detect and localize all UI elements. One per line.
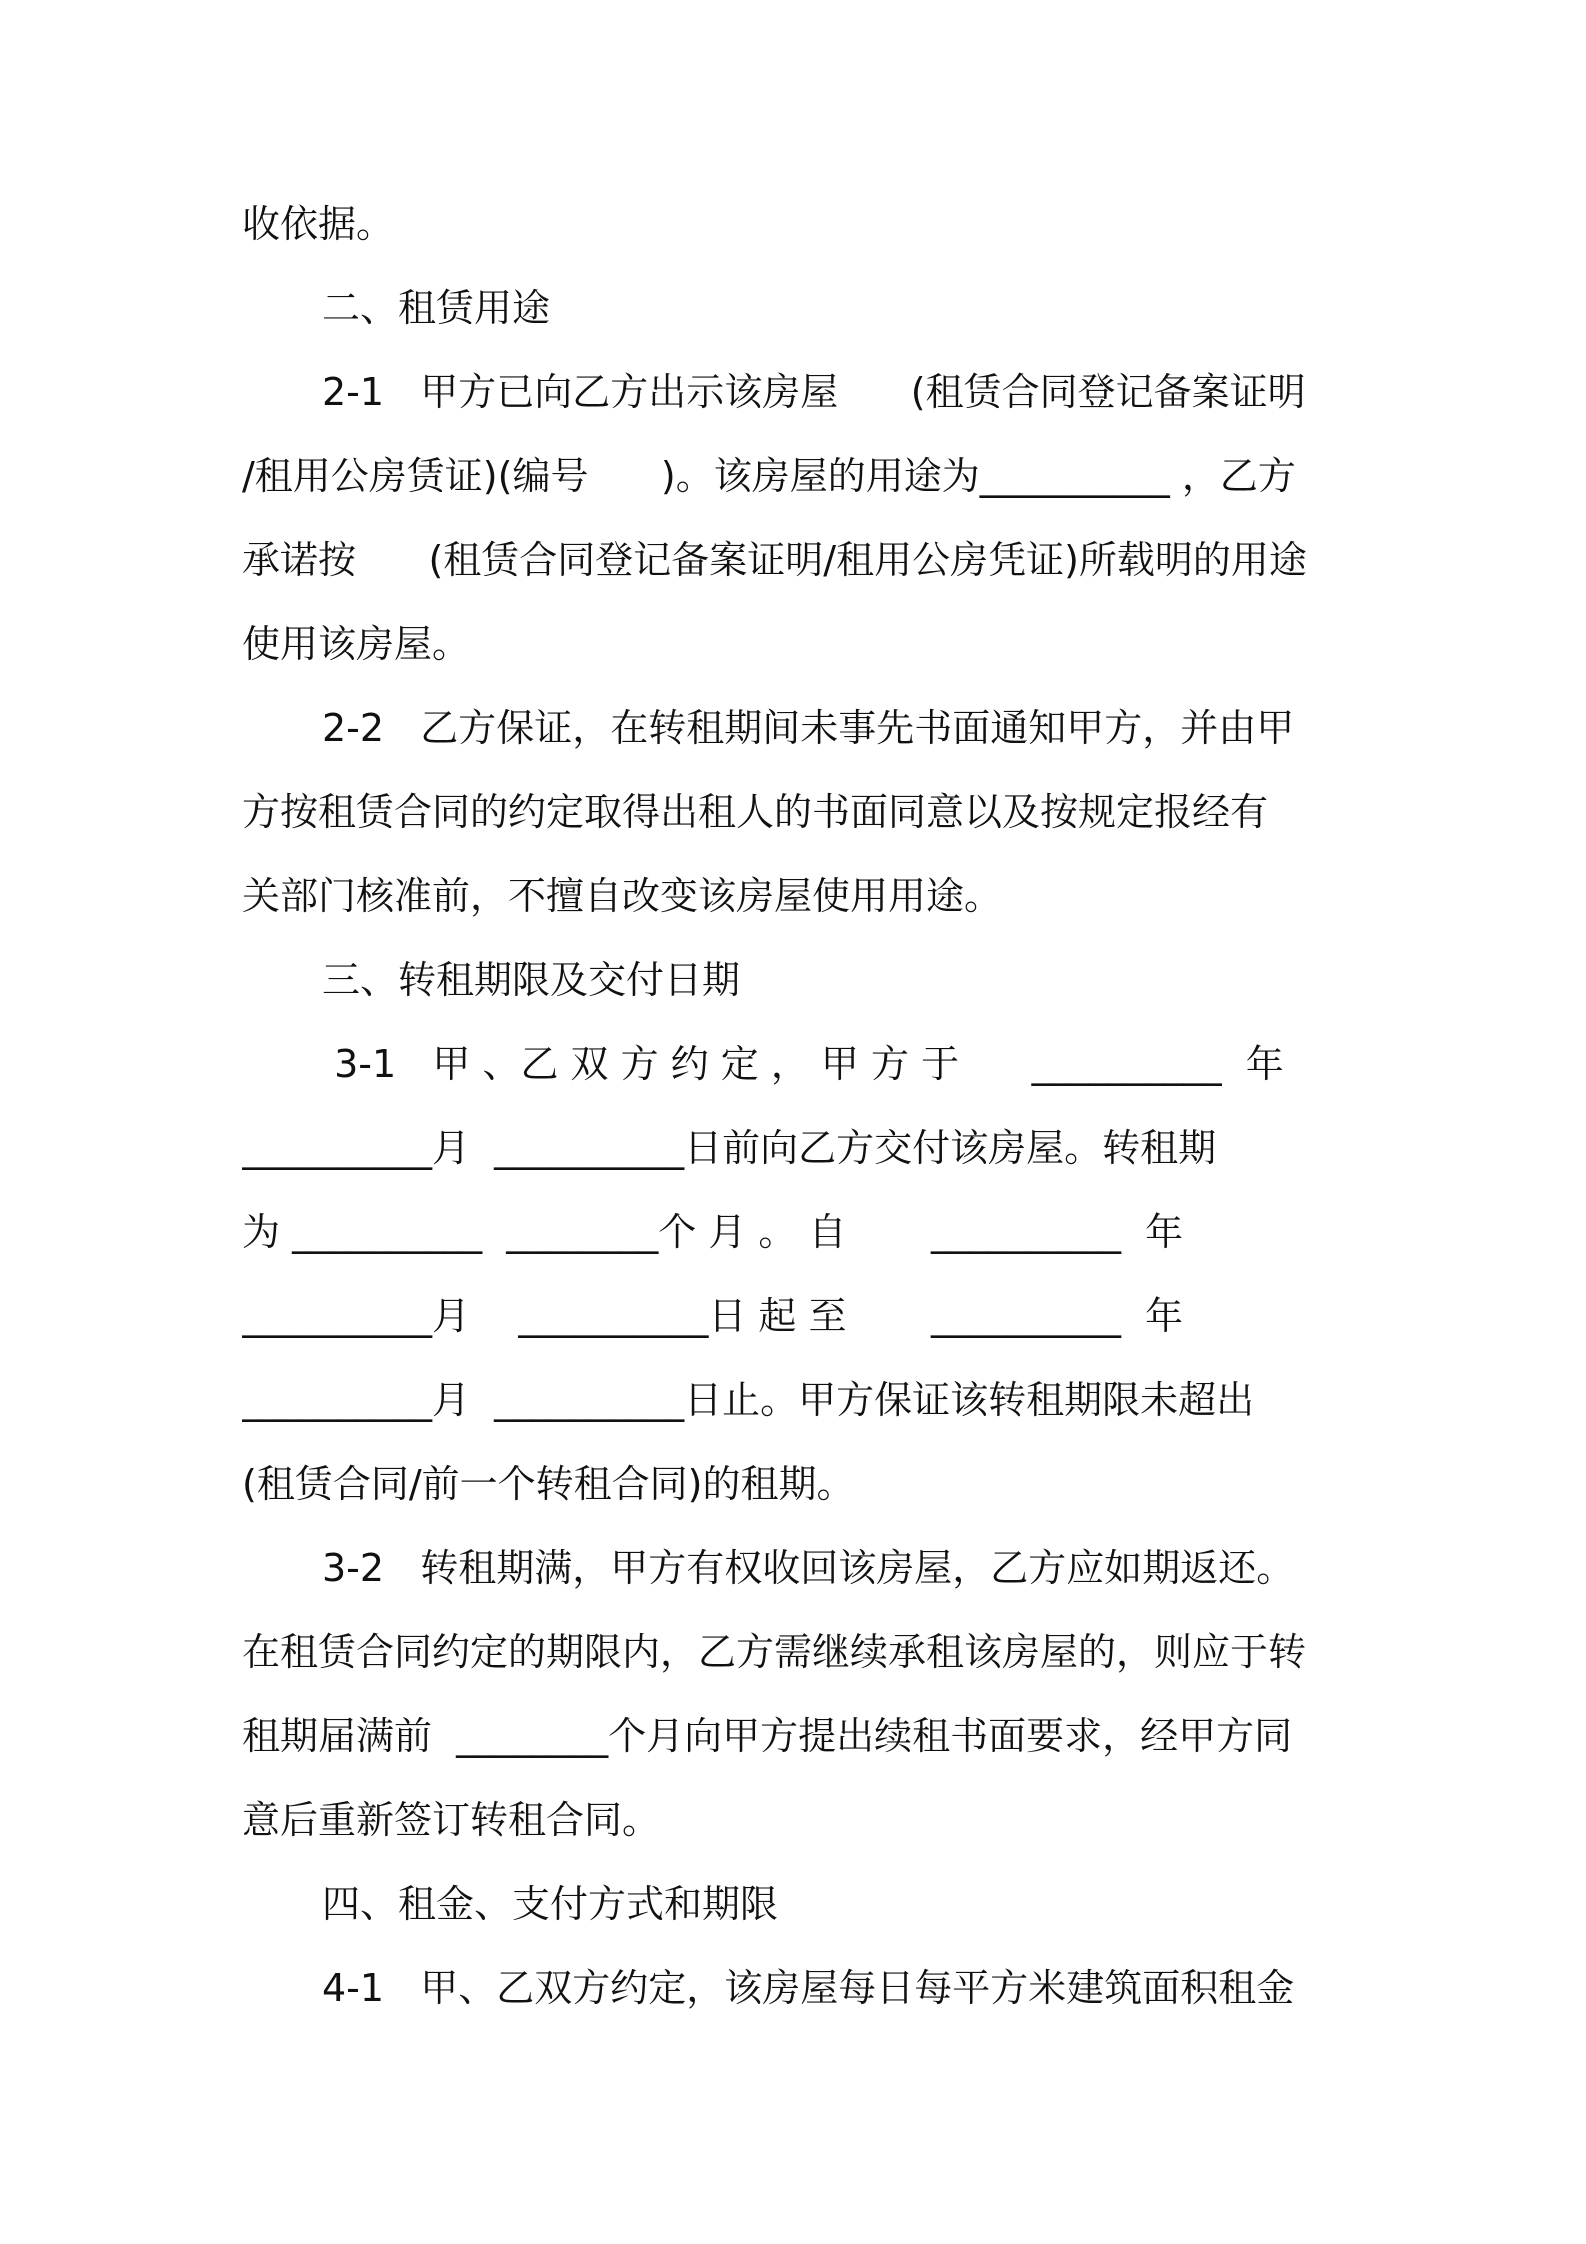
text-line: 3-1 甲 、乙 双 方 约 定 ， 甲 方 于 __________ 年 — [322, 1042, 1284, 1086]
text-line: 使用该房屋。 — [242, 622, 471, 666]
text-line: 关部门核准前，不擅自改变该房屋使用用途。 — [242, 874, 1003, 918]
text-line: 2-2 乙方保证，在转租期间未事先书面通知甲方，并由甲 — [322, 706, 1295, 750]
text-line: 为 __________ ________个 月 。 自 __________ 年 — [242, 1210, 1184, 1254]
section-heading: 三、转租期限及交付日期 — [322, 958, 741, 1002]
text-line: __________月 __________日 起 至 __________ 年 — [242, 1294, 1184, 1338]
text-line: 收依据。 — [242, 202, 395, 246]
text-line: 在租赁合同约定的期限内，乙方需继续承租该房屋的，则应于转 — [242, 1630, 1307, 1674]
text-line: 4-1 甲、乙双方约定，该房屋每日每平方米建筑面积租金 — [322, 1966, 1295, 2010]
text-line: 3-2 转租期满，甲方有权收回该房屋，乙方应如期返还。 — [322, 1546, 1295, 1590]
text-line: 意后重新签订转租合同。 — [242, 1798, 661, 1842]
text-line: __________月 __________日止。甲方保证该转租期限未超出 — [242, 1378, 1255, 1422]
text-line: /租用公房赁证)(编号 )。该房屋的用途为__________ ，乙方 — [242, 454, 1296, 498]
section-heading: 四、租金、支付方式和期限 — [322, 1882, 779, 1926]
text-line: 承诺按 (租赁合同登记备案证明/租用公房凭证)所载明的用途 — [242, 538, 1307, 582]
section-heading: 二、租赁用途 — [322, 286, 551, 330]
text-line: __________月 __________日前向乙方交付该房屋。转租期 — [242, 1126, 1217, 1170]
text-line: 方按租赁合同的约定取得出租人的书面同意以及按规定报经有 — [242, 790, 1269, 834]
text-line: 2-1 甲方已向乙方出示该房屋 (租赁合同登记备案证明 — [322, 370, 1306, 414]
text-line: (租赁合同/前一个转租合同)的租期。 — [242, 1462, 855, 1506]
text-line: 租期届满前 ________个月向甲方提出续租书面要求，经甲方同 — [242, 1714, 1293, 1758]
